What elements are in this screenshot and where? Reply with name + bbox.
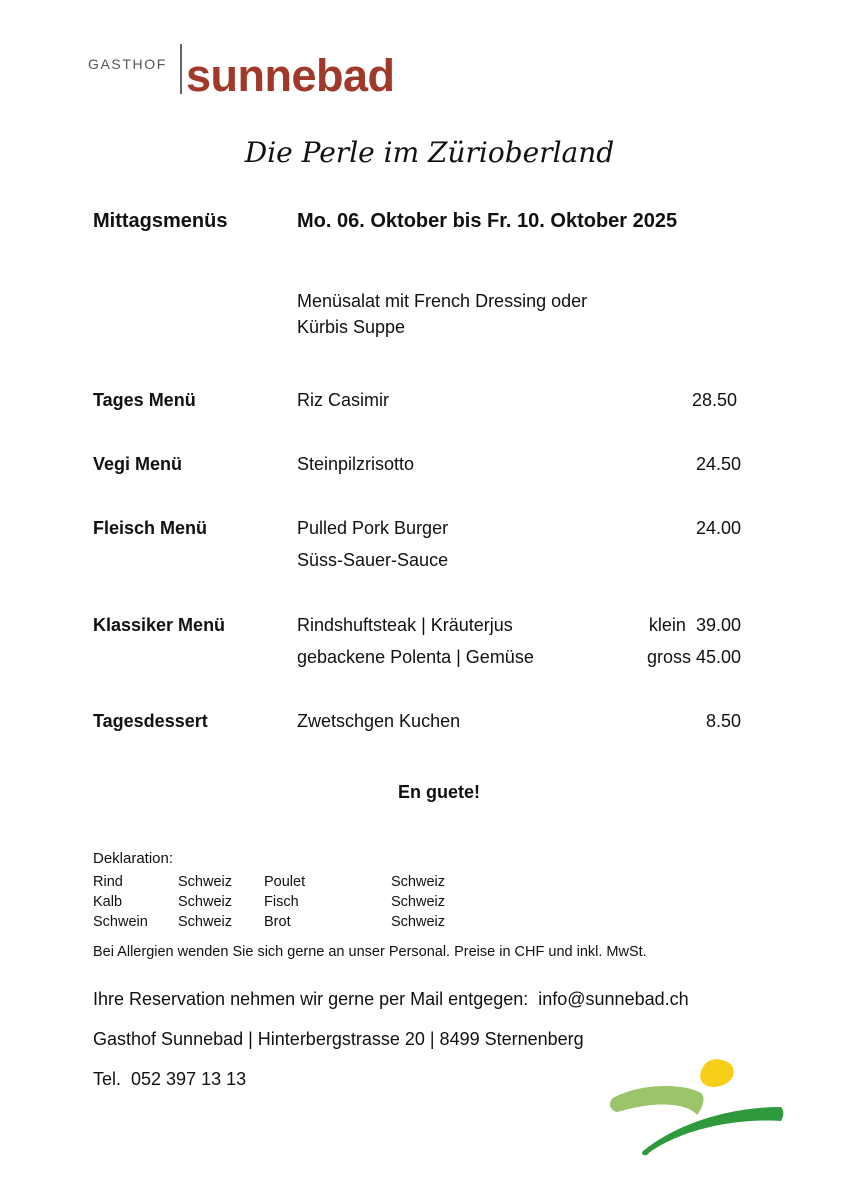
vegi-menu-dish: Steinpilzrisotto [297, 454, 415, 474]
declaration-cell: Schwein [93, 914, 148, 930]
menu-heading: Mittagsmenüs [93, 210, 228, 232]
vegi-menu-price: 24.50 [695, 454, 741, 474]
starter-line-1: Menüsalat mit French Dressing oder [297, 291, 588, 311]
declaration-cell: Rind [93, 874, 123, 890]
fleisch-menu-price: 24.00 [695, 518, 741, 538]
klassiker-menu-dish-2: gebackene Polenta | Gemüse [297, 647, 534, 667]
logo-name: sunnebad [186, 50, 395, 101]
tages-menu-dish: Riz Casimir [297, 390, 389, 410]
dessert-price: 8.50 [705, 711, 741, 731]
en-guete: En guete! [397, 782, 480, 802]
declaration-cell: Schweiz [391, 894, 445, 910]
phone-line: Tel. 052 397 13 13 [93, 1069, 247, 1089]
klassiker-menu-price-large: gross 45.00 [646, 647, 741, 667]
declaration-cell: Poulet [264, 874, 306, 890]
sun-shape [700, 1059, 733, 1087]
declaration-cell: Schweiz [178, 894, 232, 910]
declaration-cell: Schweiz [391, 874, 445, 890]
starter-line-2: Kürbis Suppe [297, 317, 406, 337]
dessert-label: Tagesdessert [93, 711, 208, 731]
address-line: Gasthof Sunnebad | Hinterbergstrasse 20 | 8499 Sternenberg [93, 1029, 584, 1049]
declaration-cell: Schweiz [178, 874, 232, 890]
logo-gasthof-text: GASTHOF [88, 56, 167, 72]
declaration-cell: Brot [264, 914, 291, 930]
dark-green-hill [642, 1107, 783, 1155]
light-green-hill [610, 1086, 704, 1115]
date-range: Mo. 06. Oktober bis Fr. 10. Oktober 2025 [297, 210, 678, 232]
klassiker-menu-label: Klassiker Menü [93, 615, 226, 635]
reservation-line: Ihre Reservation nehmen wir gerne per Mail entgegen: info@sunnebad.ch [93, 989, 689, 1009]
tages-menu-price: 28.50 [691, 390, 737, 410]
klassiker-menu-price-small: klein 39.00 [648, 615, 741, 635]
klassiker-menu-dish-1: Rindshuftsteak | Kräuterjus [297, 615, 513, 635]
declaration-cell: Schweiz [178, 914, 232, 930]
declaration-cell: Schweiz [391, 914, 445, 930]
declaration-cell: Fisch [264, 894, 299, 910]
brand-sun-hills-icon [605, 1055, 790, 1160]
tages-menu-label: Tages Menü [93, 390, 196, 410]
logo-divider [180, 44, 182, 94]
declaration-cell: Kalb [93, 894, 123, 910]
allergy-note: Bei Allergien wenden Sie sich gerne an unser Personal. Preise in CHF und inkl. MwSt. [93, 944, 647, 960]
vegi-menu-label: Vegi Menü [93, 454, 183, 474]
fleisch-menu-dish-1: Pulled Pork Burger [297, 518, 449, 538]
declaration-title: Deklaration: [93, 850, 174, 867]
tagline: Die Perle im Zürioberland [244, 136, 615, 169]
dessert-dish: Zwetschgen Kuchen [297, 711, 461, 731]
fleisch-menu-label: Fleisch Menü [93, 518, 208, 538]
fleisch-menu-dish-2: Süss-Sauer-Sauce [297, 550, 449, 570]
